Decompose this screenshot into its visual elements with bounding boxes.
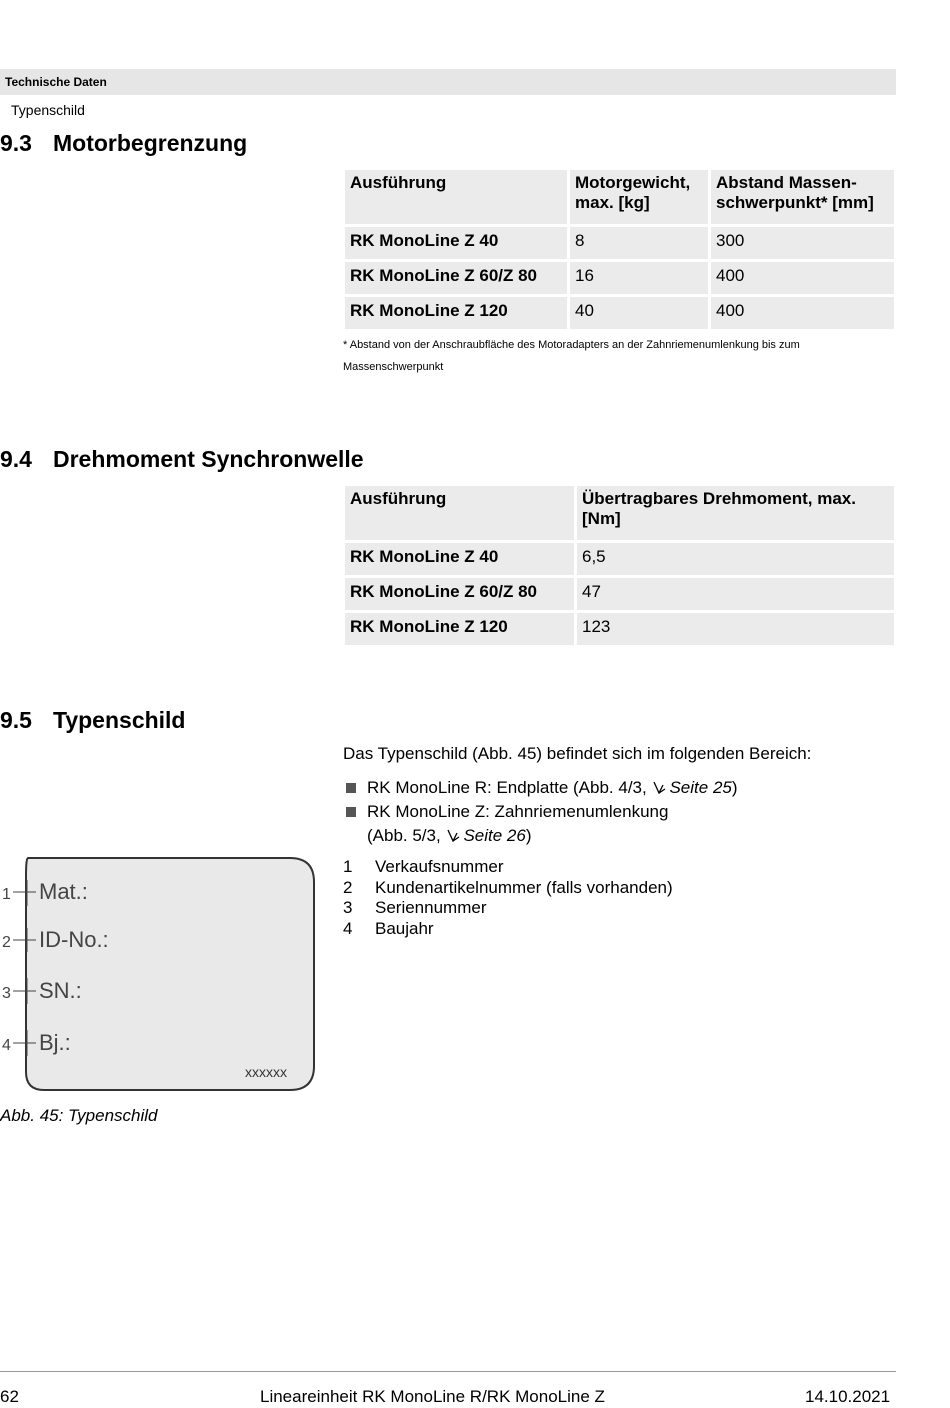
table-cell: 400 <box>711 297 894 329</box>
table-footnote: * Abstand von der Anschraubfläche des Motoradapters an der Zahnriemenumlenkung bis zum Massenschwerpunkt <box>343 339 800 373</box>
page-reference-arrow-icon <box>652 780 666 794</box>
header-title: Technische Daten <box>5 75 107 89</box>
table-header-cell: Ausführung <box>345 486 574 540</box>
table-header-row <box>345 170 894 224</box>
section-title-text: Drehmoment Synchronwelle <box>53 446 364 472</box>
plate-field-label: ID-No.: <box>39 927 109 952</box>
list-item: 4 Baujahr <box>343 918 434 938</box>
list-item: 1 Verkaufsnummer <box>343 857 504 876</box>
callout-number: 3 <box>2 985 11 1002</box>
torque-table <box>342 483 897 648</box>
page-reference-arrow-icon <box>446 828 460 842</box>
table-header-cell: Motorgewicht, max. [kg] <box>570 170 708 224</box>
section-title-text: Typenschild <box>53 707 186 733</box>
section-9-3-title <box>0 130 247 157</box>
section-9-4-title <box>0 446 364 473</box>
table-header-cell: Übertragbares Drehmoment, max. [Nm] <box>577 486 894 540</box>
plate-code: xxxxxx <box>245 1064 287 1080</box>
motor-limit-table <box>342 167 897 332</box>
table-cell: 16 <box>570 262 708 294</box>
header-subtitle: Typenschild <box>11 102 85 118</box>
footer-divider <box>0 1371 896 1372</box>
page-reference-link[interactable]: Seite 25 <box>669 778 732 797</box>
page-reference-link[interactable]: Seite 26 <box>463 826 526 845</box>
bullet-square-icon <box>346 807 356 817</box>
plate-field-label: Bj.: <box>39 1030 71 1055</box>
table-cell: 8 <box>570 227 708 259</box>
document-date: 14.10.2021 <box>805 1387 891 1406</box>
table-cell: RK MonoLine Z 40 <box>345 227 567 259</box>
list-item: 2 Kundenartikelnummer (falls vorhanden) <box>343 877 673 897</box>
callout-number: 1 <box>2 886 11 903</box>
plate-legend-list <box>343 857 673 939</box>
table-cell: 47 <box>577 578 894 610</box>
list-item: 3 Seriennummer <box>343 898 487 917</box>
header-bar <box>0 69 896 95</box>
callout-number: 4 <box>2 1037 11 1054</box>
table-cell: 400 <box>711 262 894 294</box>
table-row <box>345 613 894 645</box>
table-cell: 6,5 <box>577 543 894 575</box>
table-header-cell: Ausführung <box>345 170 567 224</box>
table-cell: RK MonoLine Z 60/Z 80 <box>345 262 567 294</box>
figure-caption: Abb. 45: Typenschild <box>0 1106 158 1125</box>
bullet-square-icon <box>346 783 356 793</box>
section-number: 9.5 <box>0 707 32 733</box>
section-number: 9.4 <box>0 446 32 472</box>
table-row <box>345 262 894 294</box>
table-header-row <box>345 486 894 540</box>
table-cell: RK MonoLine Z 120 <box>345 613 574 645</box>
section-9-5-title <box>0 707 186 734</box>
plate-field-label: Mat.: <box>39 879 88 904</box>
intro-text: Das Typenschild (Abb. 45) befindet sich im folgenden Bereich: <box>343 744 812 763</box>
location-bullet-list <box>343 776 738 848</box>
page-number: 62 <box>0 1387 19 1406</box>
plate-field-label: SN.: <box>39 978 82 1003</box>
callout-number: 2 <box>2 934 11 951</box>
table-cell: RK MonoLine Z 120 <box>345 297 567 329</box>
table-row <box>345 543 894 575</box>
table-header-cell: Abstand Massen- schwerpunkt* [mm] <box>711 170 894 224</box>
list-item: RK MonoLine Z: Zahnriemenumlenkung (Abb. 5/3, Seite 26) <box>343 800 738 848</box>
list-item: RK MonoLine R: Endplatte (Abb. 4/3, Seite 25) <box>343 776 738 800</box>
table-row <box>345 578 894 610</box>
table-row <box>345 227 894 259</box>
section-number: 9.3 <box>0 130 32 156</box>
type-plate-figure <box>0 852 320 1094</box>
table-cell: 123 <box>577 613 894 645</box>
section-title-text: Motorbegrenzung <box>53 130 248 156</box>
table-cell: 300 <box>711 227 894 259</box>
table-cell: RK MonoLine Z 60/Z 80 <box>345 578 574 610</box>
table-row <box>345 297 894 329</box>
table-cell: 40 <box>570 297 708 329</box>
table-cell: RK MonoLine Z 40 <box>345 543 574 575</box>
document-title: Lineareinheit RK MonoLine R/RK MonoLine Z <box>260 1387 605 1406</box>
